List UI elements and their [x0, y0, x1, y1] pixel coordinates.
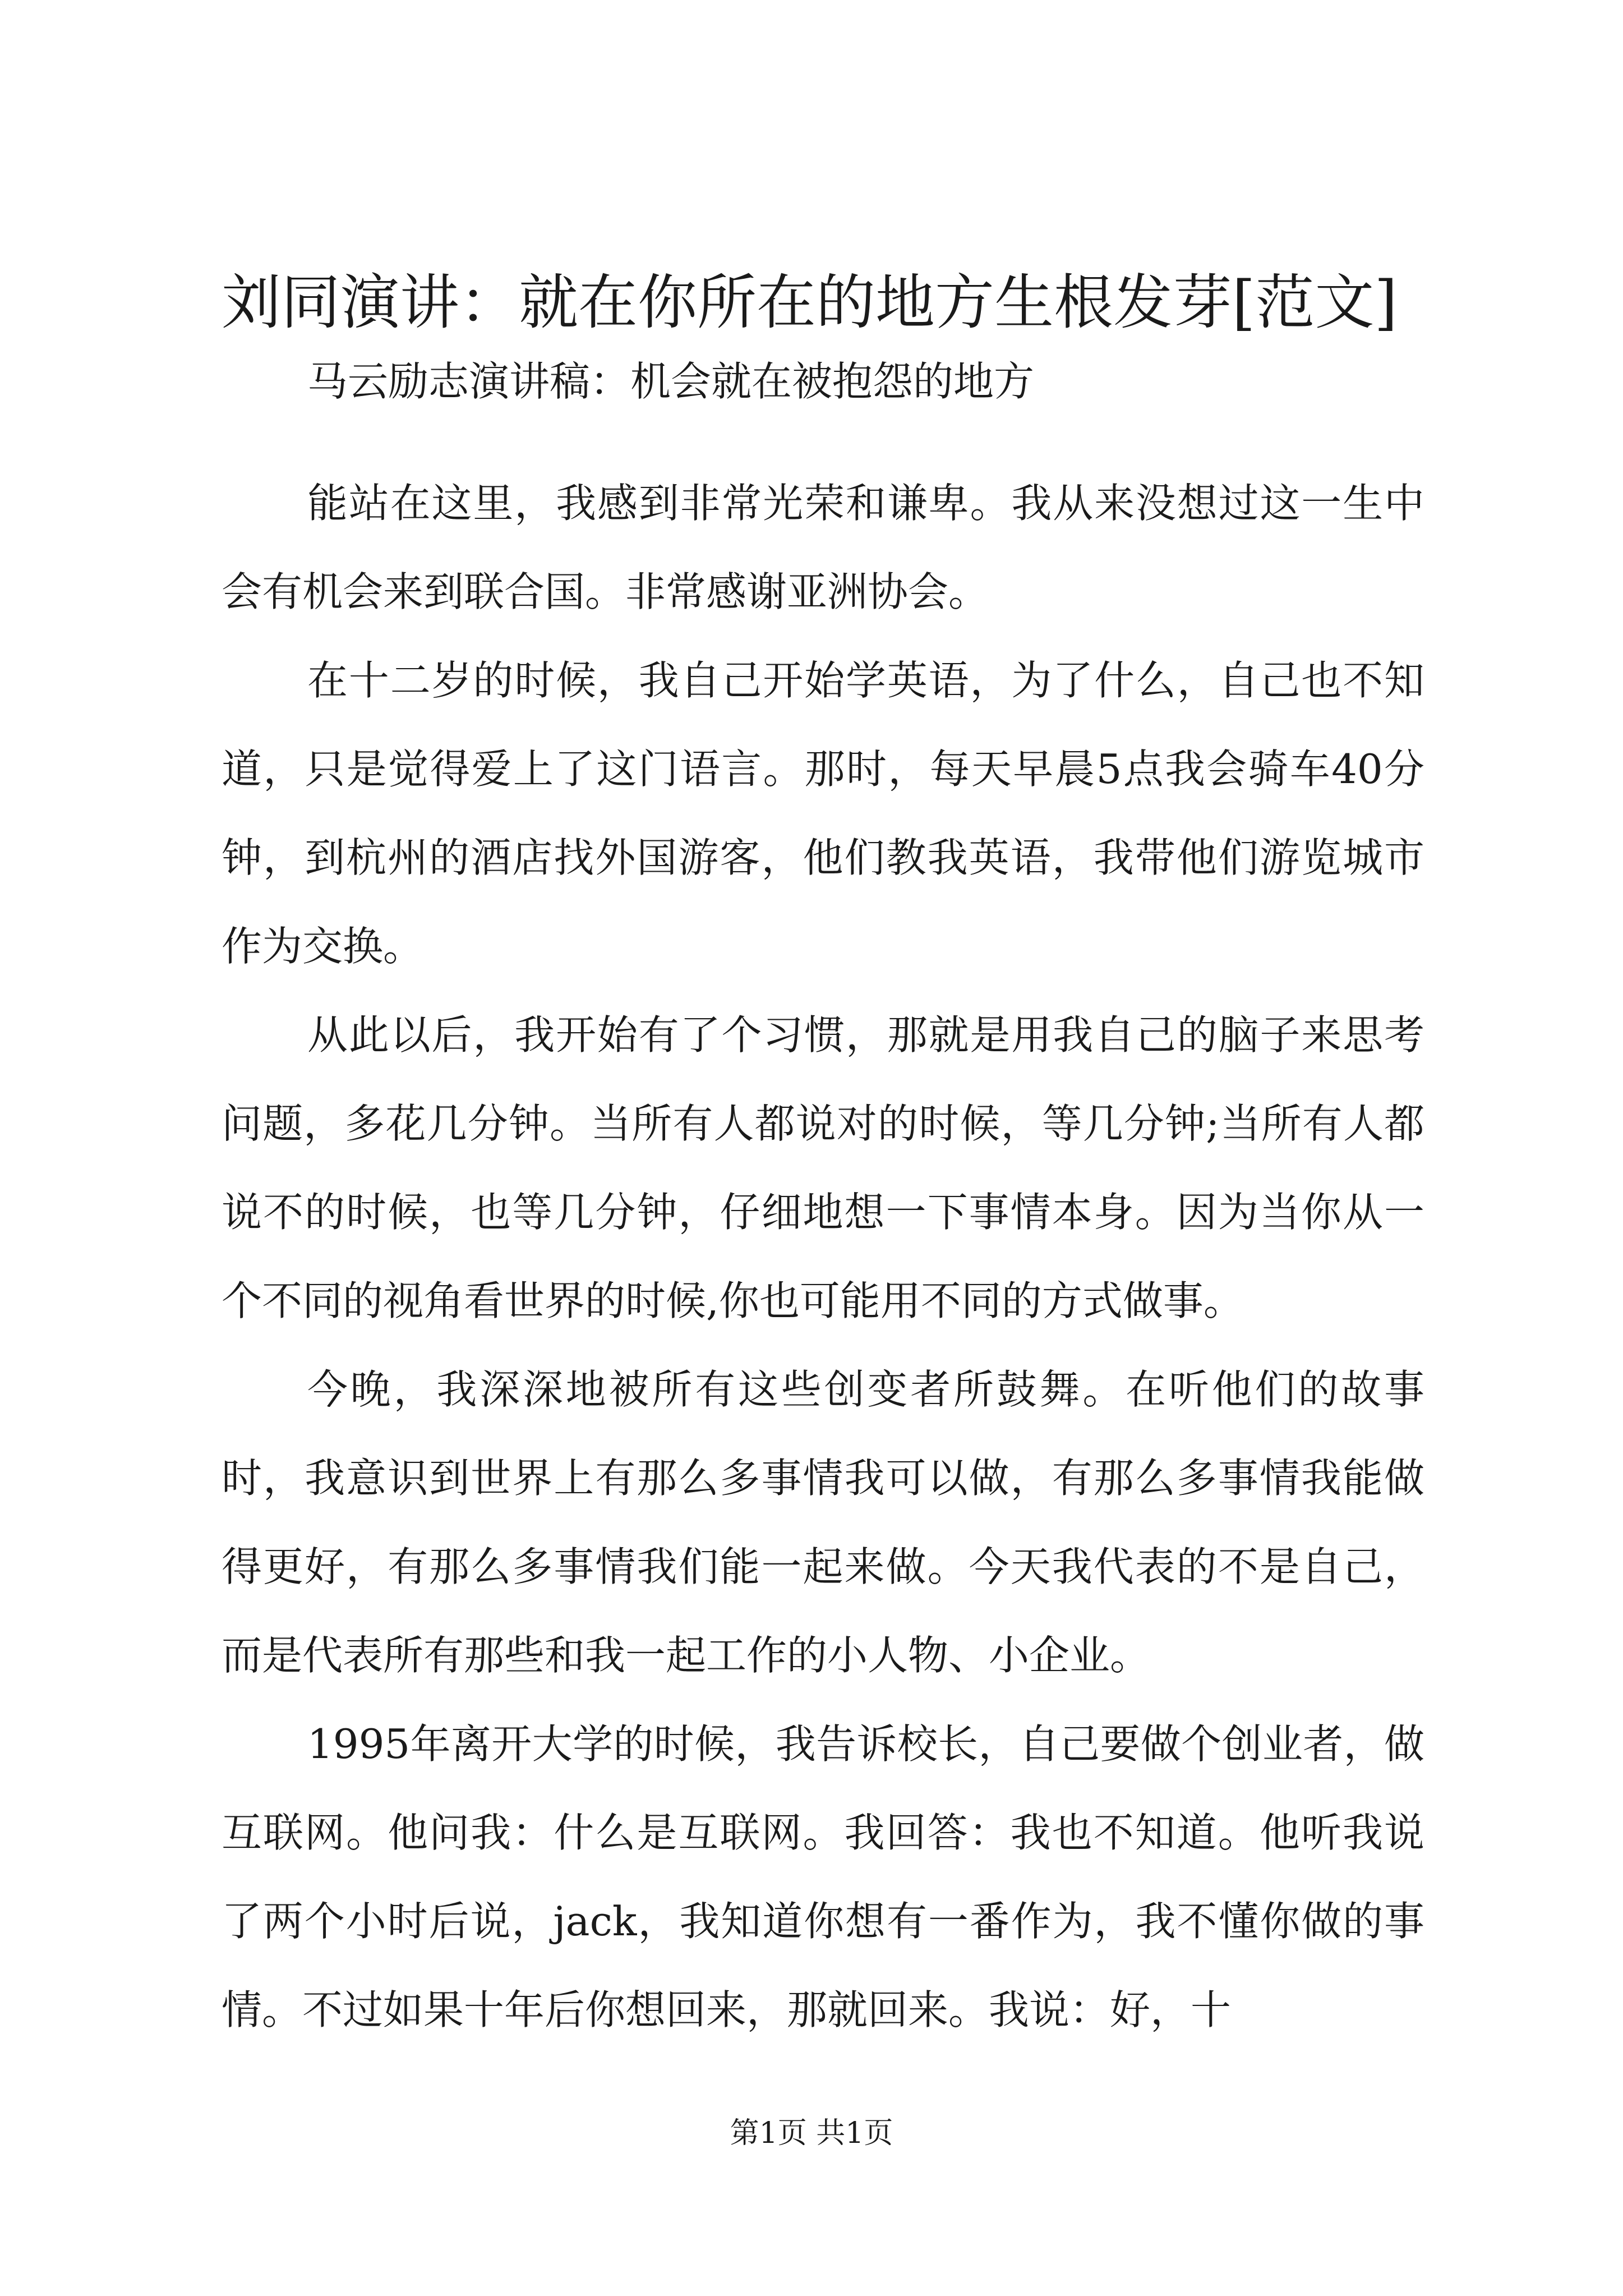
- paragraph: 1995年离开大学的时候，我告诉校长，自己要做个创业者，做互联网。他问我：什么是互联网。我回答：我也不知道。他听我说了两个小时后说，jack，我知道你想有一番作为，我不懂你做的事情。不过如果十年后你想回来，那就回来。我说：好，十: [222, 1720, 1424, 2033]
- paragraph: 今晚，我深深地被所有这些创变者所鼓舞。在听他们的故事时，我意识到世界上有那么多事情我可以做，有那么多事情我能做得更好，有那么多事情我们能一起来做。今天我代表的不是自己，而是代表所有那些和我一起工作的小人物、小企业。: [222, 1366, 1424, 1679]
- paragraph: 在十二岁的时候，我自己开始学英语，为了什么，自己也不知道，只是觉得爱上了这门语言。那时，每天早晨5点我会骑车40分钟，到杭州的酒店找外国游客，他们教我英语，我带他们游览城市作为交换。: [222, 657, 1424, 970]
- document-body: [222, 459, 1424, 2054]
- document-subtitle: 马云励志演讲稿：机会就在被抱怨的地方: [307, 358, 1035, 405]
- paragraph: 能站在这里，我感到非常光荣和谦卑。我从来没想过这一生中会有机会来到联合国。非常感谢亚洲协会。: [222, 480, 1424, 615]
- document-title: 刘同演讲：就在你所在的地方生根发芽[范文]: [222, 268, 1398, 337]
- paragraph: 从此以后，我开始有了个习惯，那就是用我自己的脑子来思考问题，多花几分钟。当所有人都说对的时候，等几分钟;当所有人都说不的时候，也等几分钟，仔细地想一下事情本身。因为当你从一个不同的视角看世界的时候,你也可能用不同的方式做事。: [222, 1011, 1424, 1324]
- page-footer: 第1页 共1页: [730, 2116, 893, 2150]
